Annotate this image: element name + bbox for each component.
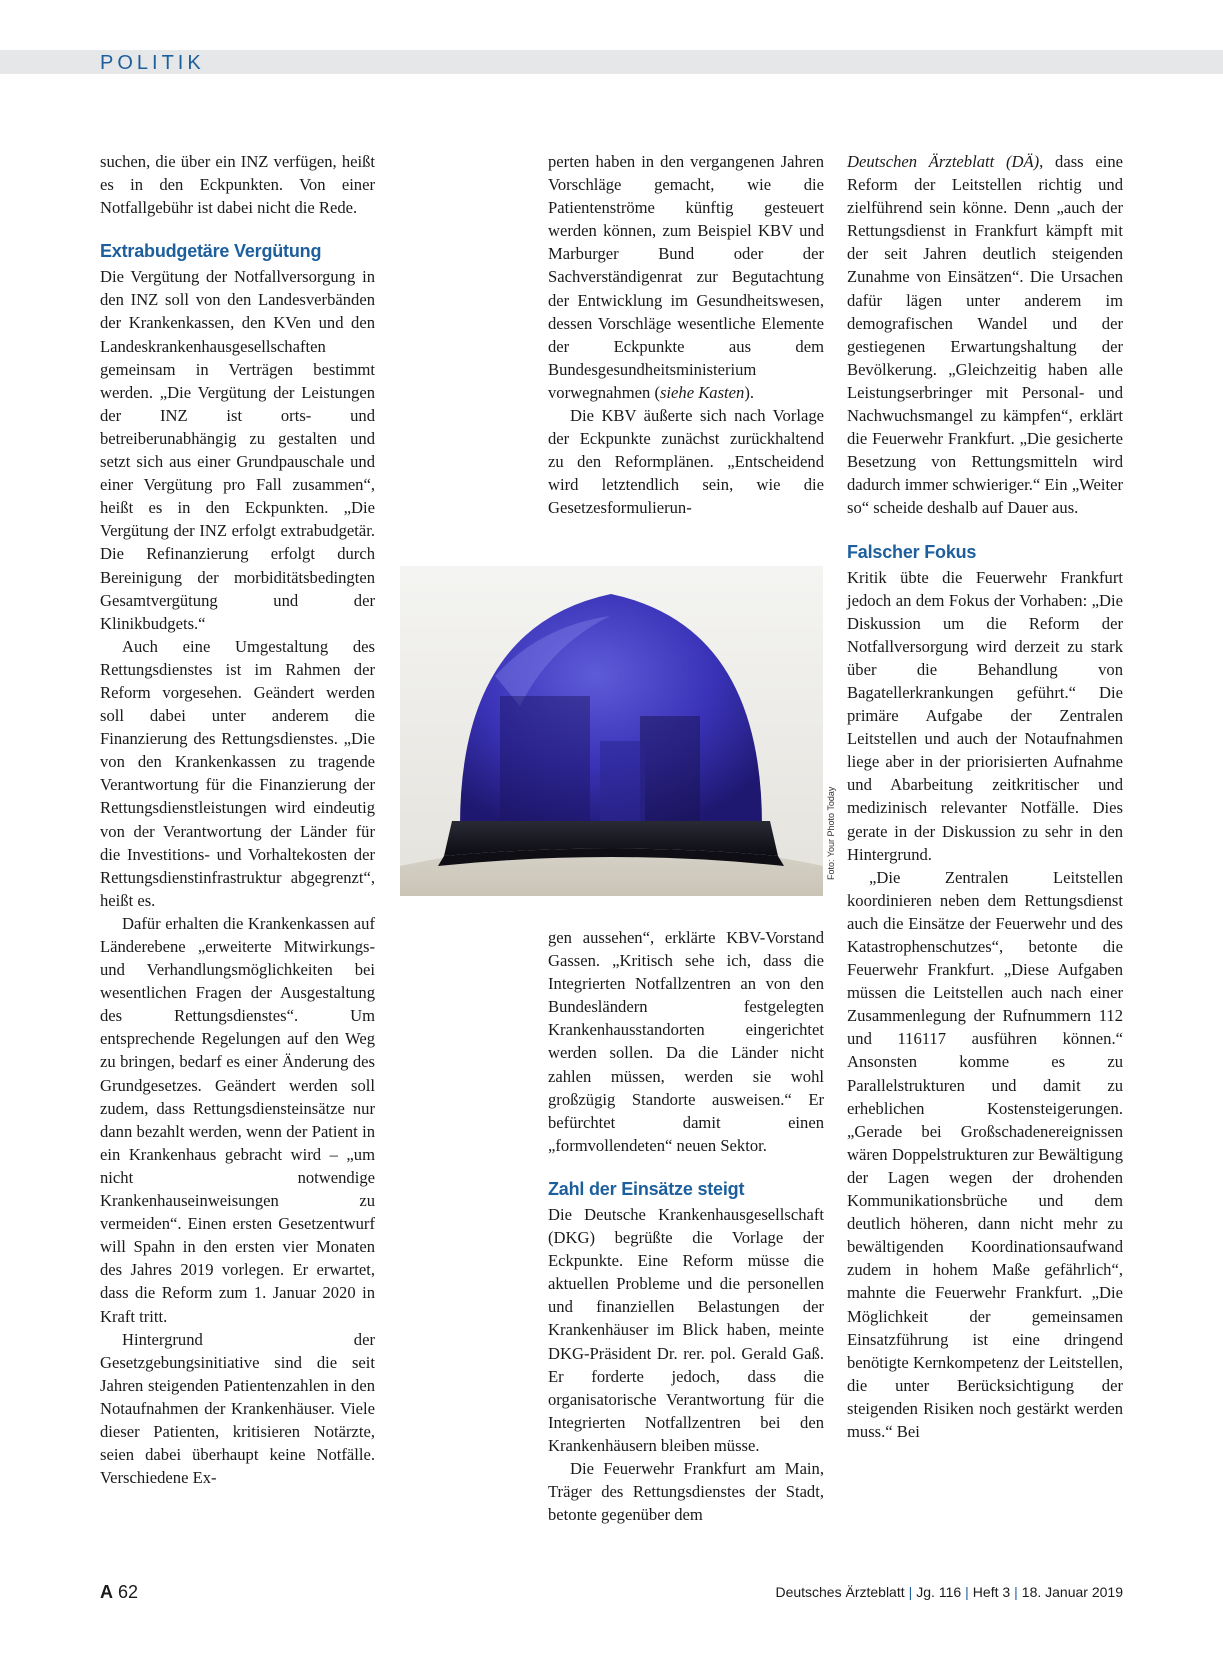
photo-credit: Foto: Your Photo Today [826, 786, 836, 880]
article-column-2-top [548, 150, 824, 520]
journal-volume: Jg. 116 [916, 1584, 962, 1600]
paragraph: Die Feuerwehr Frankfurt am Main, Träger des Rettungsdienstes der Stadt, betonte gegenüber dem [548, 1458, 824, 1525]
journal-issue: Heft 3 [972, 1584, 1011, 1600]
subheading: Zahl der Einsätze steigt [548, 1178, 745, 1199]
separator: | [908, 1584, 913, 1600]
paragraph: Auch eine Umgestaltung des Rettungsdienstes ist im Rahmen der Reform vorgesehen. Geändert werden soll dabei unter anderem die Finanzierung des Rettungsdienstes. „Die von den Krankenkassen zu tragende Verantwortung für die Finanzierung der Rettungsdienstleistungen wird eindeutig von der Verantwortung der Länder für die Investitions- und Vorhaltekosten der Rettungsdienstinfrastruktur abgegrenzt“, heißt es. [100, 636, 375, 910]
page-number-value: 62 [118, 1582, 139, 1602]
article-column-1 [100, 150, 375, 1489]
page-letter: A [100, 1582, 113, 1602]
separator: | [1014, 1584, 1018, 1600]
subheading: Falscher Fokus [847, 541, 977, 562]
separator: | [965, 1584, 969, 1600]
paragraph: Dafür erhalten die Krankenkassen auf Länderebene „erweiterte Mitwirkungs- und Verhandlungsmöglichkeiten bei wesentlichen Fragen der Ausgestaltung des Rettungsdienstes“. Um entsprechende Regelungen auf den Weg zu bringen, bedarf es einer Änderung des Grundgesetzes. Geändert werden soll zudem, dass Rettungsdiensteinsätze nur dann bezahlt werden, wenn der Patient in ein Krankenhaus gebracht wird – „um nicht notwendige Krankenhauseinweisungen zu vermeiden“. Einen ersten Gesetzentwurf will Spahn in den ersten vier Monaten des Jahres 2019 vorlegen. Er erwartet, dass die Reform zum 1. Januar 2020 in Kraft tritt. [100, 913, 375, 1326]
paragraph: Kritik übte die Feuerwehr Frankfurt jedoch an dem Fokus der Vorhaben: „Die Diskussion um die Reform der Notfallversorgung wird derzeit zu stark über die Behandlung von Bagatellerkrankungen geführt.“ Die primäre Aufgabe der Zentralen Leitstellen und auch der Notaufnahmen liege aber in der priorisierten Aufnahme und Abarbeitung zeitkritischer und medizinisch relevanter Notfälle. Dies gerate in der Diskussion zu sehr in den Hintergrund. [847, 567, 1123, 864]
footer-journal-info [775, 1584, 1123, 1600]
photo-blue-emergency-light [400, 566, 823, 896]
subheading: Extrabudgetäre Vergütung [100, 241, 322, 262]
paragraph: Die Vergütung der Notfallversorgung in den INZ soll von den Landesverbänden der Krankenkassen, den KVen und den Landeskrankenhausgesellschaften gemeinsam in Verträgen bestimmt werden. „Die Vergütung der Leistungen der INZ ist orts- und betreiberunabhängig zu gestalten und setzt sich aus einer Grundpauschale und einer Vergütung pro Fall zusammen“, heißt es in den Eckpunkten. „Die Vergütung der INZ erfolgt extrabudgetär. Die Refinanzierung erfolgt durch Bereinigung der morbiditätsbedingten Gesamtvergütung und der Klinikbudgets.“ [100, 267, 375, 633]
text-run: ). [744, 382, 754, 402]
paragraph [847, 150, 1123, 520]
journal-name: Deutsches Ärzteblatt [775, 1584, 905, 1600]
paragraph: suchen, die über ein INZ verfügen, heißt es in den Eckpunkten. Von einer Notfallgebühr ist dabei nicht die Rede. [100, 152, 375, 218]
article-column-2-bottom [548, 926, 824, 1526]
italic-reference: Deutschen Ärzteblatt (DÄ) [847, 152, 1040, 171]
page-number [100, 1582, 138, 1603]
journal-date: 18. Januar 2019 [1021, 1584, 1123, 1600]
section-label: POLITIK [100, 52, 205, 74]
blue-light-illustration [400, 566, 823, 896]
paragraph: Hintergrund der Gesetzgebungsinitiative sind die seit Jahren steigenden Patientenzahlen in den Notaufnahmen der Krankenhäuser. Viele dieser Patienten, kritisieren Notärzte, seien dabei überhaupt keine Notfälle. Verschiedene Ex- [100, 1329, 375, 1488]
article-column-3 [847, 150, 1123, 1443]
text-run: , dass eine Reform der Leitstellen richtig und zielführend sein könne. Denn „auch der Rettungsdienst in Frankfurt kämpft mit der seit Jahren deutlich steigenden Zunahme von Einsätzen“. Die Ursachen dafür lägen unter anderem im demografischen Wandel und der gestiegenen Erwartungshaltung der Bevölkerung. „Gleichzeitig haben alle Leistungserbringer mit Personal- und Nachwuchsmangel zu kämpfen“, erklärt die Feuerwehr Frankfurt. „Die gesicherte Besetzung von Rettungsmitteln wird dadurch immer schwieriger.“ Ein „Weiter so“ scheide deshalb auf Dauer aus. [847, 152, 1123, 518]
paragraph [548, 150, 824, 404]
text-run: perten haben in den vergangenen Jahren Vorschläge gemacht, wie die Patientenströme künftig gesteuert werden können, zum Beispiel KBV und Marburger Bund oder der Sachverständigenrat zur Begutachtung der Entwicklung im Gesundheitswesen, dessen Vorschläge wesentliche Elemente der Eckpunkte aus dem Bundesgesundheitsministerium vorwegnahmen ( [548, 152, 824, 402]
italic-reference: siehe Kasten [659, 382, 745, 402]
paragraph: „Die Zentralen Leitstellen koordinieren neben dem Rettungsdienst auch die Einsätze der Feuerwehr und des Katastrophenschutzes“, betonte die Feuerwehr Frankfurt. „Diese Aufgaben müssen die Leitstellen auch nach einer Zusammenlegung der Rufnummern 112 und 116117 ausführen können.“ Ansonsten komme es zu Parallelstrukturen und damit zu erheblichen Kostensteigerungen. „Gerade bei Großschadenereignissen wären Doppelstrukturen zur Bewältigung der Lagen wegen der drohenden Kommunikationsbrüche und dem deutlich höheren, dann nicht mehr zu bewältigenden Koordinationsaufwand zudem in hohem Maße gefährlich“, mahnte die Feuerwehr Frankfurt. „Die Möglichkeit der gemeinsamen Einsatzführung ist eine dringend benötigte Kernkompetenz der Leitstellen, die unter Berücksichtigung der steigenden Risiken noch gestärkt werden muss.“ Bei [847, 867, 1123, 1441]
paragraph: Die Deutsche Krankenhausgesellschaft (DKG) begrüßte die Vorlage der Eckpunkte. Eine Reform müsse die aktuellen Probleme und die personellen und finanziellen Belastungen der Krankenhäuser im Blick haben, meinte DKG-Präsident Dr. rer. pol. Gerald Gaß. Er forderte jedoch, dass die organisatorische Verantwortung für die Integrierten Notfallzentren bei den Krankenhäusern bleiben müsse. [548, 1204, 824, 1455]
paragraph: Die KBV äußerte sich nach Vorlage der Eckpunkte zunächst zurückhaltend zu den Reformplänen. „Entscheidend wird letztendlich sein, wie die Gesetzesformulierun- [548, 406, 824, 518]
paragraph: gen aussehen“, erklärte KBV-Vorstand Gassen. „Kritisch sehe ich, dass die Integrierten Notfallzentren an von den Bundesländern festgelegten Krankenhausstandorten eingerichtet werden sollen. Da die Länder nicht zahlen müssen, werden sie wohl großzügig Standorte ausweisen.“ Er befürchtet damit einen „formvollendeten“ neuen Sektor. [548, 928, 824, 1155]
